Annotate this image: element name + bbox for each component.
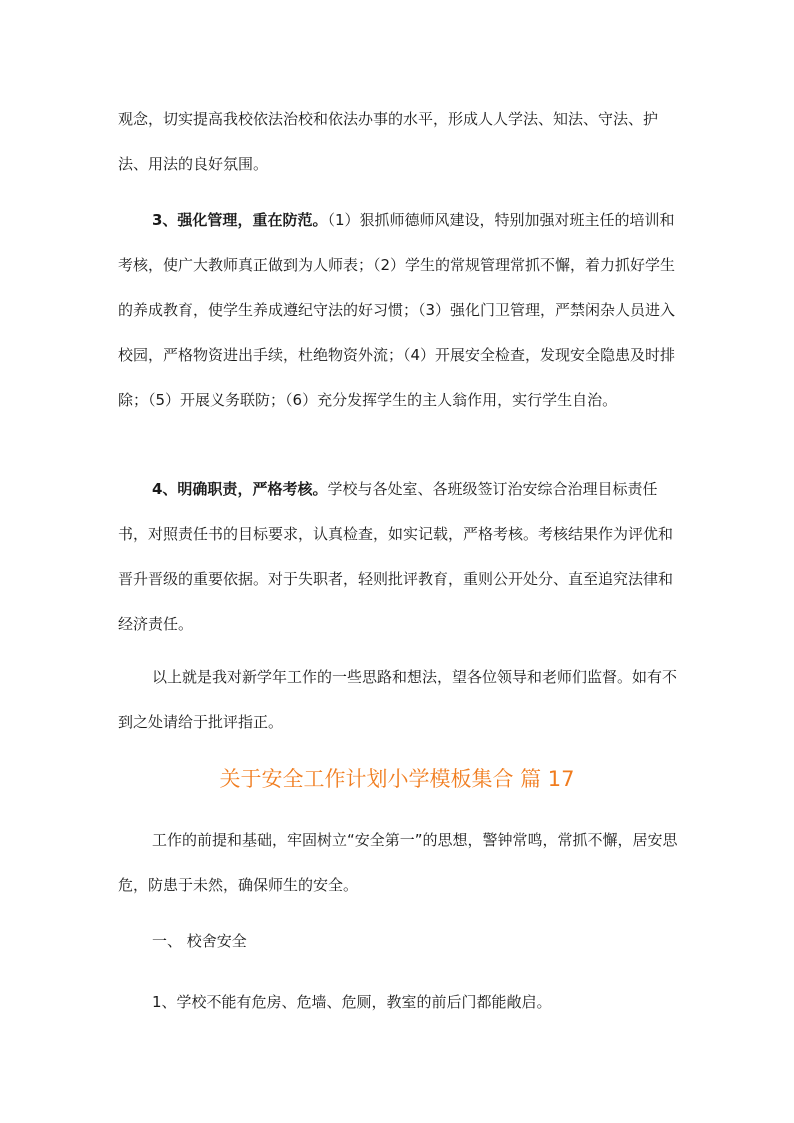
paragraph-management (118, 198, 680, 423)
paragraph-closing (118, 655, 680, 745)
sub-heading-building-safety (118, 919, 680, 964)
paragraph-lead: 3、强化管理，重在防范。 (152, 211, 328, 229)
list-item-text: 1、学校不能有危房、危墙、危厕，教室的前后门都能敞启。 (152, 993, 552, 1011)
paragraph-responsibility (118, 467, 680, 647)
paragraph-text: （1）狠抓师德师风建设，特别加强对班主任的培训和考核，使广大教师真正做到为人师表；（2）学生的常规管理常抓不懈，着力抓好学生的养成教育，使学生养成遵纪守法的好习惯；（3）强化门卫管理，严禁闲杂人员进入校园，严格物资进出手续，杜绝物资外流；（4）开展安全检查，发现安全隐患及时排除；（5）开展义务联防；（6）充分发挥学生的主人翁作用，实行学生自治。 (118, 211, 676, 409)
paragraph-text: 学校与各处室、各班级签订治安综合治理目标责任书，对照责任书的目标要求，认真检查，如实记载，严格考核。考核结果作为评优和晋升晋级的重要依据。对于失职者，轻则批评教育，重则公开处分、直至追究法律和经济责任。 (118, 480, 674, 633)
paragraph-text: 观念，切实提高我校依法治校和依法办事的水平，形成人人学法、知法、守法、护法、用法的良好氛围。 (118, 110, 659, 173)
sub-heading-text: 一、 校舍安全 (152, 932, 247, 950)
paragraph-lead: 4、明确职责，严格考核。 (152, 480, 328, 498)
paragraph-text: 以上就是我对新学年工作的一些思路和想法，望各位领导和老师们监督。如有不到之处请给于批评指正。 (118, 668, 678, 731)
list-item (118, 980, 680, 1025)
paragraph-text: 工作的前提和基础，牢固树立“安全第一”的思想，警钟常鸣，常抓不懈，居安思危，防患于未然，确保师生的安全。 (118, 831, 678, 894)
paragraph-rule-of-law (118, 97, 680, 187)
section-title: 关于安全工作计划小学模板集合 篇 17 (219, 767, 575, 791)
paragraph-safety-intro (118, 818, 680, 908)
